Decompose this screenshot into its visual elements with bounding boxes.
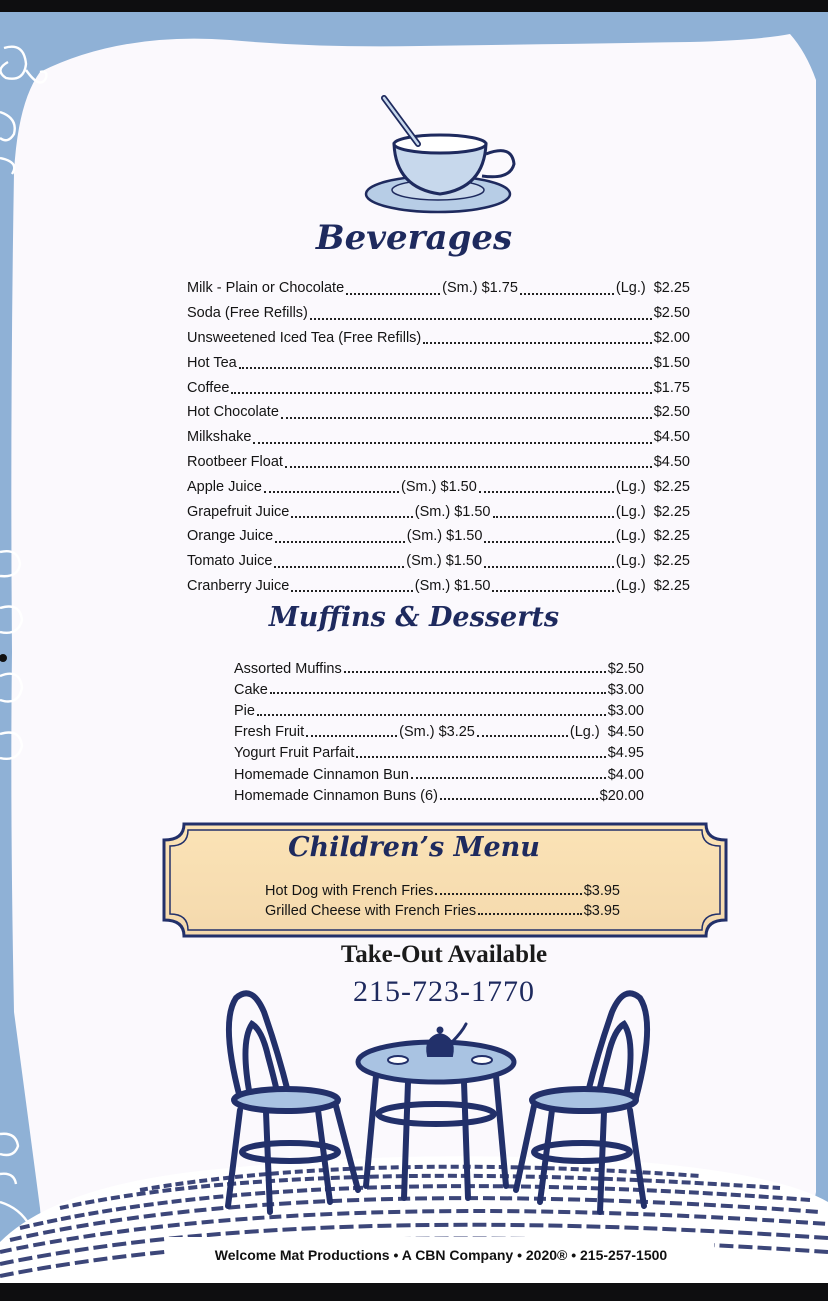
item-price: $3.00 [607,702,644,719]
item-price: $4.50 [607,724,644,741]
large-size-label: (Lg.) [615,503,646,520]
item-price: $3.00 [607,681,644,698]
item-price: $2.00 [653,329,690,346]
item-name: Hot Dog with French Fries [265,883,434,899]
menu-page [0,12,828,1283]
dot-leader [356,756,605,758]
item-name: Fresh Fruit [234,724,305,741]
item-price: $3.95 [583,883,620,899]
menu-item [187,350,690,375]
beverages-list [187,276,690,598]
item-name: Soda (Free Refills) [187,305,308,322]
dot-leader [477,735,568,737]
dot-leader [306,735,397,737]
dot-leader [281,417,652,419]
small-size-price: (Sm.) $1.50 [414,577,491,594]
item-name: Grilled Cheese with French Fries [265,903,477,919]
small-size-price: (Sm.) $1.75 [442,280,518,297]
dot-leader [275,541,404,543]
item-price: $1.75 [653,379,690,396]
menu-item [234,679,644,700]
item-price: $4.95 [607,745,644,762]
dot-leader [257,714,606,716]
small-size-price: (Sm.) $1.50 [401,478,477,495]
dot-leader [264,491,399,493]
menu-item [234,658,644,679]
menu-item [265,881,620,901]
item-name: Rootbeer Float [187,453,283,470]
dot-leader [492,590,613,592]
item-price: $2.25 [653,528,690,545]
dot-leader [291,516,412,518]
menu-item [265,901,620,921]
item-name: Unsweetened Iced Tea (Free Refills) [187,329,422,346]
dot-leader [231,392,651,394]
menu-item [187,474,690,499]
item-price: $1.50 [653,354,690,371]
menu-item [187,400,690,425]
large-size-label: (Lg.) [615,280,646,297]
menu-item [187,549,690,574]
muffins-desserts-title: Muffins & Desserts [268,602,560,633]
dot-leader [344,671,606,673]
menu-item [187,499,690,524]
item-name: Orange Juice [187,528,274,545]
item-price: $2.25 [653,280,690,297]
item-price: $20.00 [599,787,644,804]
dot-leader [285,466,652,468]
childrens-menu-title: Children’s Menu [288,832,540,863]
item-name: Apple Juice [187,478,262,495]
large-size-label: (Lg.) [615,577,646,594]
item-price: $4.50 [653,453,690,470]
dot-leader [274,566,404,568]
item-name: Hot Chocolate [187,404,279,421]
beverages-title: Beverages [315,218,513,258]
item-name: Pie [234,702,255,719]
menu-item [187,375,690,400]
dot-leader [253,442,651,444]
item-name: Coffee [187,379,230,396]
item-name: Cranberry Juice [187,577,290,594]
dot-leader [310,318,652,320]
menu-item [187,301,690,326]
dot-leader [270,692,606,694]
dot-leader [411,777,606,779]
dot-leader [478,913,582,915]
small-size-price: (Sm.) $1.50 [414,503,491,520]
item-name: Milkshake [187,429,252,446]
item-price: $4.50 [653,429,690,446]
dot-leader [435,893,581,895]
large-size-label: (Lg.) [569,724,600,741]
menu-item [187,326,690,351]
dot-leader [484,541,613,543]
dot-leader [520,293,614,295]
item-name: Hot Tea [187,354,237,371]
item-name: Cake [234,681,268,698]
item-price: $2.25 [653,553,690,570]
footer-credit: Welcome Mat Productions • A CBN Company • 2020® • 215-257-1500 [168,1237,714,1272]
takeout-notice: Take-Out Available [340,941,548,968]
item-price: $2.50 [653,404,690,421]
item-price: $2.25 [653,503,690,520]
item-name: Tomato Juice [187,553,273,570]
menu-item [187,450,690,475]
dot-leader [479,491,614,493]
small-size-price: (Sm.) $3.25 [399,724,475,741]
menu-item [234,700,644,721]
large-size-label: (Lg.) [615,478,646,495]
item-price: $4.00 [607,766,644,783]
menu-item [234,785,644,806]
dot-leader [346,293,440,295]
dot-leader [484,566,614,568]
menu-item [187,425,690,450]
item-price: $3.95 [583,903,620,919]
dot-leader [291,590,412,592]
item-price: $2.50 [607,660,644,677]
item-price: $2.25 [653,478,690,495]
menu-item [234,764,644,785]
small-size-price: (Sm.) $1.50 [406,528,483,545]
menu-item [234,722,644,743]
item-name: Homemade Cinnamon Buns (6) [234,787,438,804]
large-size-label: (Lg.) [615,528,646,545]
item-name: Yogurt Fruit Parfait [234,745,355,762]
menu-item [187,524,690,549]
menu-item [187,276,690,301]
dot-leader [493,516,614,518]
dot-leader [440,798,598,800]
item-name: Grapefruit Juice [187,503,290,520]
page-background [0,12,828,1283]
item-price: $2.50 [653,305,690,322]
muffins-desserts-list [234,658,644,806]
menu-item [187,574,690,599]
large-size-label: (Lg.) [615,553,646,570]
phone-number[interactable]: 215-723-1770 [353,975,535,1008]
dot-ornament [0,654,7,662]
dot-leader [239,367,652,369]
item-name: Assorted Muffins [234,660,342,677]
small-size-price: (Sm.) $1.50 [406,553,483,570]
item-name: Homemade Cinnamon Bun [234,766,409,783]
childrens-menu-list [265,881,620,921]
menu-item [234,743,644,764]
item-name: Milk - Plain or Chocolate [187,280,345,297]
dot-leader [423,342,651,344]
item-price: $2.25 [653,577,690,594]
